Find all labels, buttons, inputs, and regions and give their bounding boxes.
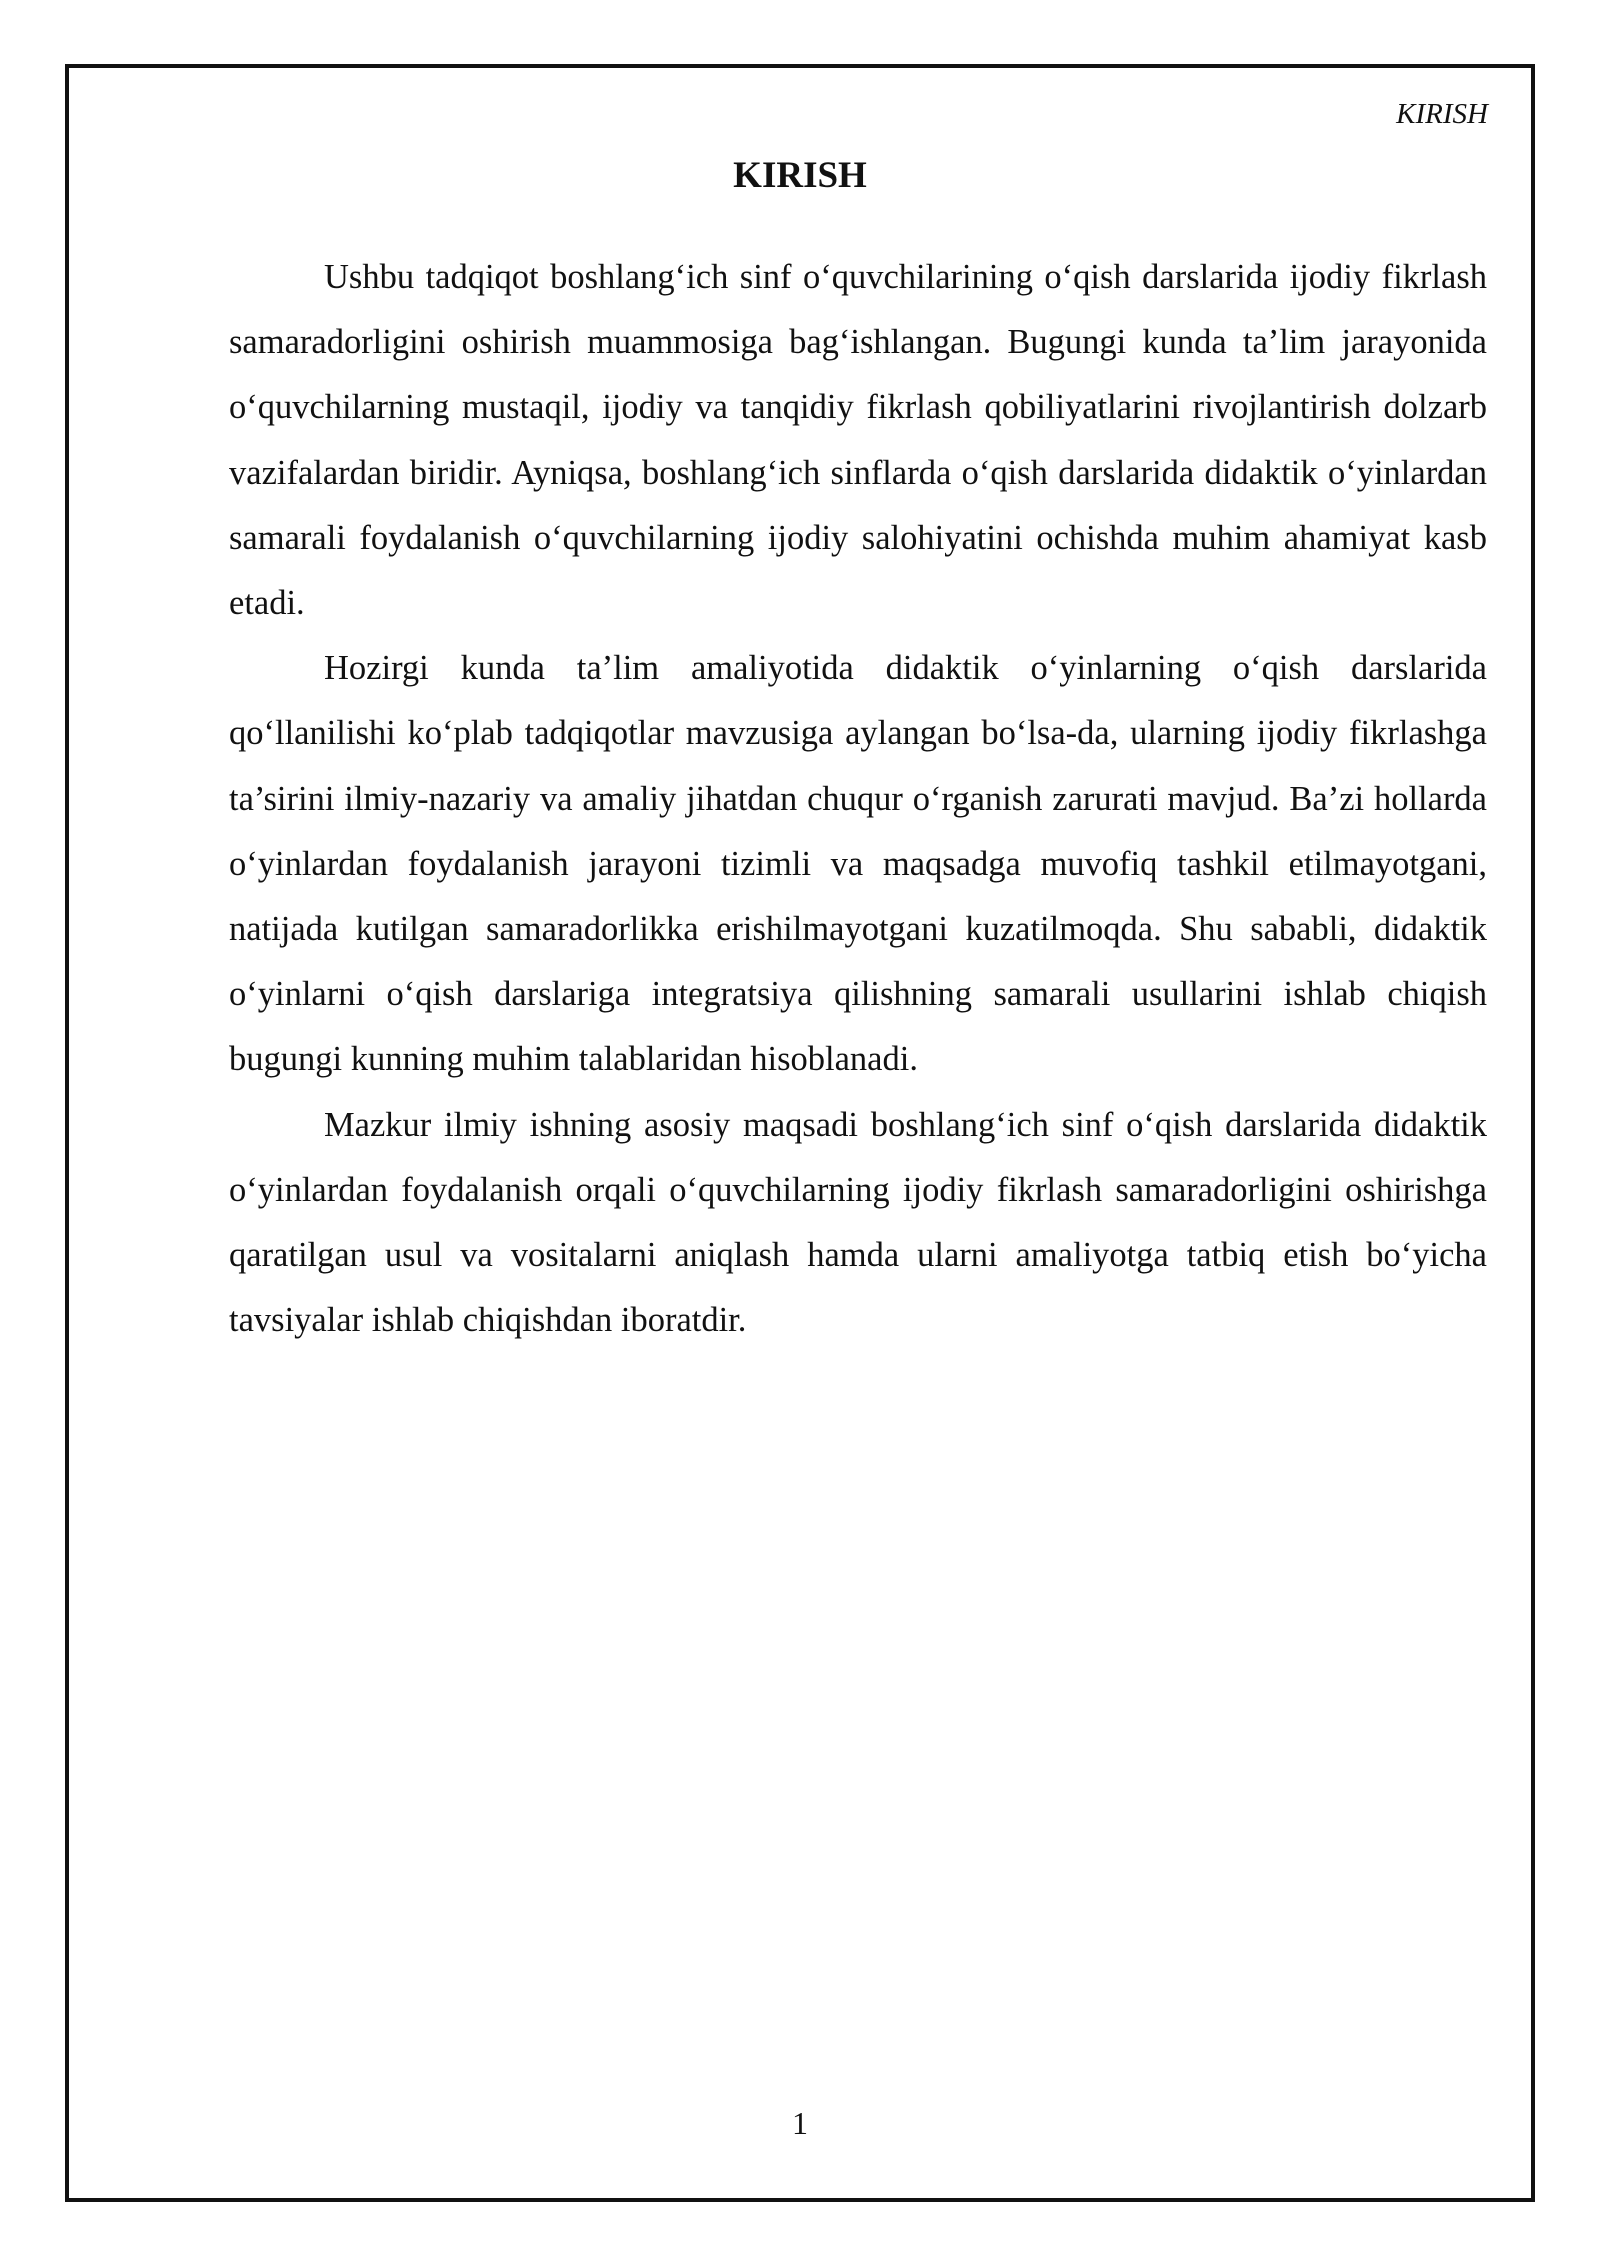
- page-number: 1: [792, 2105, 808, 2141]
- body-text: [229, 245, 1487, 1353]
- running-header: KIRISH: [1396, 98, 1488, 130]
- page-title: KIRISH: [733, 155, 867, 196]
- paragraph-3: Mazkur ilmiy ishning asosiy maqsadi boshlang‘ich sinf o‘qish darslarida didaktik o‘yinlardan foydalanish orqali o‘quvchilarning ijodiy fikrlash samaradorligini oshirishga qaratilgan usul va vositalarni aniqlash hamda ularni amaliyotga tatbiq etish bo‘yicha tavsiyalar ishlab chiqishdan iboratdir.: [229, 1105, 1487, 1340]
- paragraph-2: Hozirgi kunda ta’lim amaliyotida didaktik o‘yinlarning o‘qish darslarida qo‘llanilishi ko‘plab tadqiqotlar mavzusiga aylangan bo‘lsa-da, ularning ijodiy fikrlashga ta’sirini ilmiy-nazariy va amaliy jihatdan chuqur o‘rganish zarurati mavjud. Ba’zi hollarda o‘yinlardan foydalanish jarayoni tizimli va maqsadga muvofiq tashkil etilmayotgani, natijada kutilgan samaradorlikka erishilmayotgani kuzatilmoqda. Shu sababli, didaktik o‘yinlarni o‘qish darslariga integratsiya qilishning samarali usullarini ishlab chiqish bugungi kunning muhim talablaridan hisoblanadi.: [229, 649, 1487, 1079]
- paragraph-1: Ushbu tadqiqot boshlang‘ich sinf o‘quvchilarining o‘qish darslarida ijodiy fikrlash samaradorligini oshirish muammosiga bag‘ishlangan. Bugungi kunda ta’lim jarayonida o‘quvchilarning mustaqil, ijodiy va tanqidiy fikrlash qobiliyatlarini rivojlantirish dolzarb vazifalardan biridir. Ayniqsa, boshlang‘ich sinflarda o‘qish darslarida didaktik o‘yinlardan samarali foydalanish o‘quvchilarning ijodiy salohiyatini ochishda muhim ahamiyat kasb etadi.: [229, 258, 1487, 623]
